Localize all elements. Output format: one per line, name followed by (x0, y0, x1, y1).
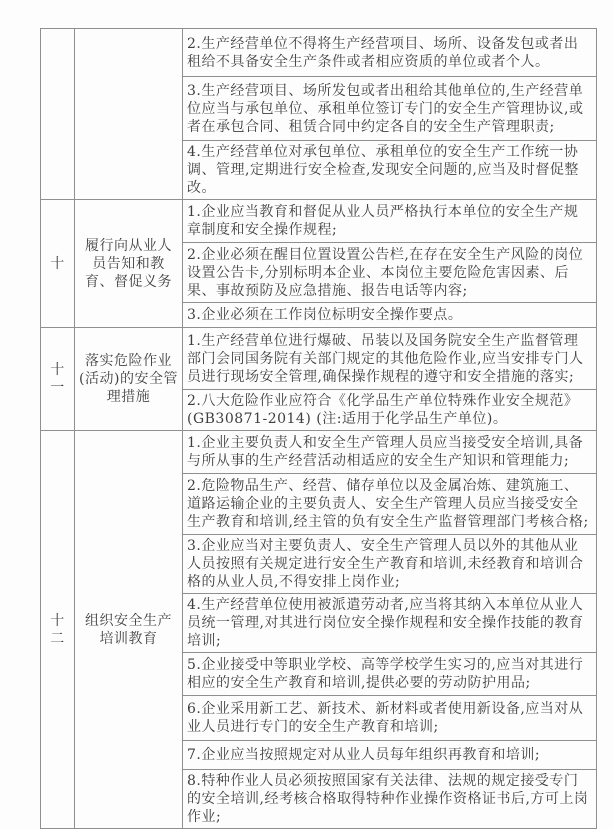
document-page (40, 28, 597, 829)
item-cell: 5.企业接受中等职业学校、高等学校学生实习的,应当对其进行相应的安全生产教育和培训,提供必要的劳动防护用品; (183, 653, 597, 696)
item-cell: 2.企业必须在醒目位置设置公告栏,在存在安全生产风险的岗位设置公告卡,分别标明本企业、本岗位主要危险危害因素、后果、事故预防及应急措施、报告电话等内容; (183, 243, 597, 303)
item-cell: 3.企业必须在工作岗位标明安全操作要点。 (183, 303, 597, 328)
item-cell: 4.生产经营单位使用被派遣劳动者,应当将其纳入本单位从业人员统一管理,对其进行岗位安全操作规程和安全操作技能的教育培训; (183, 594, 597, 653)
item-cell: 1.企业主要负责人和安全生产管理人员应当接受安全培训,具备与所从事的生产经营活动相适应的安全生产知识和管理能力; (183, 431, 597, 474)
section-category-cell (75, 29, 183, 200)
item-cell: 1.生产经营单位进行爆破、吊装以及国务院安全生产监督管理部门会同国务院有关部门规定的其他危险作业,应当安排专门人员进行现场安全管理,确保操作规程的遵守和安全措施的落实; (183, 328, 597, 390)
item-cell: 8.特种作业人员必须按照国家有关法律、法规的规定接受专门的安全培训,经考核合格取得特种作业操作资格证书后,方可上岗作业; (183, 770, 597, 829)
section-category-cell: 履行向从业人员告知和教育、督促义务 (75, 200, 183, 328)
item-cell: 6.企业采用新工艺、新技术、新材料或者使用新设备,应当对从业人员进行专门的安全生产教育和培训; (183, 696, 597, 741)
item-cell: 3.企业应当对主要负责人、安全生产管理人员以外的其他从业人员按照有关规定进行安全生产教育和培训,未经教育和培训合格的从业人员,不得安排上岗作业; (183, 535, 597, 594)
item-cell: 1.企业应当教育和督促从业人员严格执行本单位的安全生产规章制度和安全操作规程; (183, 200, 597, 243)
table-row (41, 29, 597, 77)
section-number-cell: 十二 (41, 431, 75, 829)
item-cell: 2.八大危险作业应符合《化学品生产单位特殊作业安全规范》(GB30871-2014) (注:适用于化学品生产单位)。 (183, 390, 597, 431)
table-row (41, 200, 597, 243)
item-cell: 7.企业应当按照规定对从业人员每年组织再教育和培训; (183, 741, 597, 770)
item-cell: 4.生产经营单位对承包单位、承租单位的安全生产工作统一协调、管理,定期进行安全检查,发现安全问题的,应当及时督促整改。 (183, 141, 597, 200)
table-row (41, 328, 597, 390)
section-number-cell: 十一 (41, 328, 75, 431)
item-cell: 2.生产经营单位不得将生产经营项目、场所、设备发包或者出租给不具备安全生产条件或者相应资质的单位或者个人。 (183, 29, 597, 77)
section-category-cell: 落实危险作业(活动)的安全管理措施 (75, 328, 183, 431)
item-cell: 3.生产经营项目、场所发包或者出租给其他单位的,生产经营单位应当与承包单位、承租单位签订专门的安全生产管理协议,或者在承包合同、租赁合同中约定各自的安全生产管理职责; (183, 77, 597, 141)
section-category-cell: 组织安全生产培训教育 (75, 431, 183, 829)
section-number-cell (41, 29, 75, 200)
regulation-table (40, 28, 597, 829)
table-row (41, 431, 597, 474)
item-cell: 2.危险物品生产、经营、储存单位以及金属冶炼、建筑施工、道路运输企业的主要负责人、安全生产管理人员应当接受安全生产教育和培训,经主管的负有安全生产监督管理部门考核合格; (183, 474, 597, 535)
section-number-cell: 十 (41, 200, 75, 328)
